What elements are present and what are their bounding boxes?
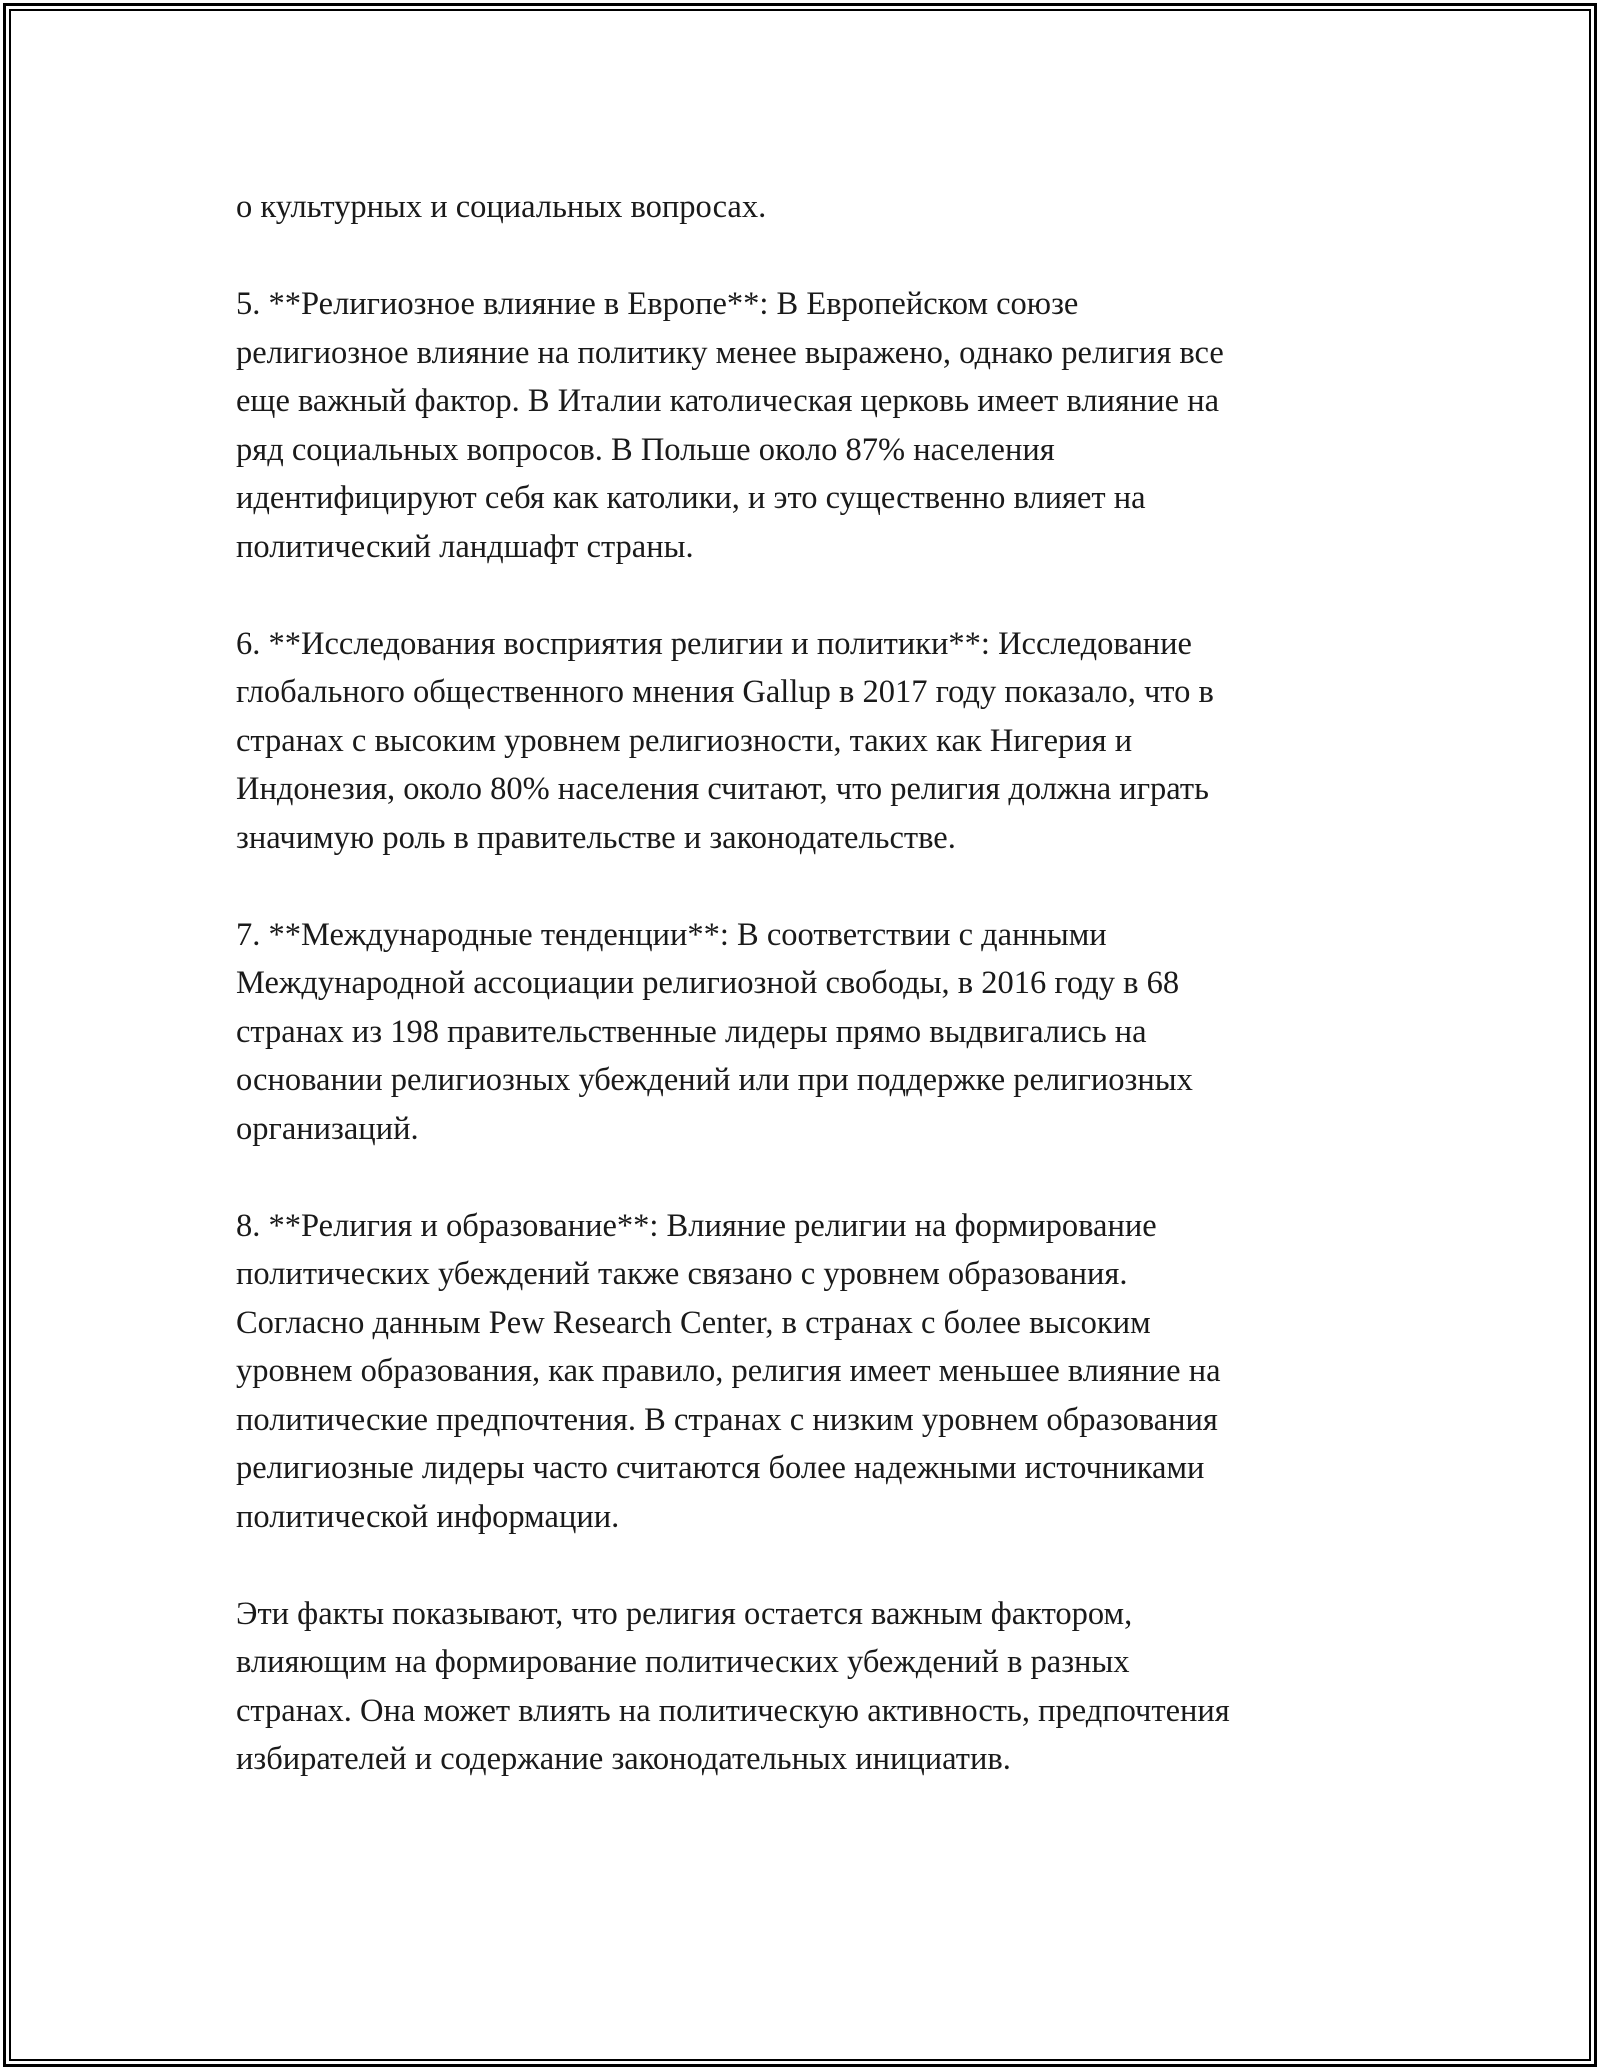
text-line: религиозные лидеры часто считаются более надежными источниками	[236, 1450, 1205, 1486]
paragraph-gap	[236, 571, 1386, 620]
text-line: политический ландшафт страны.	[236, 528, 694, 565]
text-line: Международной ассоциации религиозной свободы, в 2016 году в 68	[236, 965, 1180, 1001]
text-line: влияющим на формирование политических убеждений в разных	[236, 1644, 1130, 1680]
text-line: о культурных и социальных вопросах.	[236, 189, 767, 225]
paragraph-gap	[236, 1541, 1386, 1590]
paragraph-religious-influence-europe	[236, 280, 1386, 571]
text-line: политических убеждений также связано с уровнем образования.	[236, 1256, 1128, 1292]
text-line: Согласно данным Pew Research Center, в странах с более высоким	[236, 1304, 1151, 1341]
paragraph-gap	[236, 862, 1386, 911]
paragraph-gap	[236, 1153, 1386, 1202]
paragraph-conclusion	[236, 1590, 1386, 1784]
paragraph-perception-research	[236, 620, 1386, 863]
text-line: 5. **Религиозное влияние в Европе**: В Европейском союзе	[236, 286, 1079, 322]
text-line: политической информации.	[236, 1498, 620, 1535]
intro-paragraph	[236, 183, 1386, 232]
text-line: 6. **Исследования восприятия религии и политики**: Исследование	[236, 625, 1192, 662]
paragraph-international-trends	[236, 911, 1386, 1154]
paragraph-religion-education	[236, 1202, 1386, 1542]
text-line: 8. **Религия и образование**: Влияние религии на формирование	[236, 1207, 1157, 1244]
text-line: Эти факты показывают, что религия остается важным фактором,	[236, 1595, 1133, 1632]
text-line: избирателей и содержание законодательных инициатив.	[236, 1741, 1011, 1777]
text-line: политические предпочтения. В странах с низким уровнем образования	[236, 1401, 1218, 1438]
text-line: Индонезия, около 80% населения считают, что религия должна играть	[236, 771, 1209, 807]
text-line: ряд социальных вопросов. В Польше около 87% населения	[236, 431, 1055, 468]
text-line: странах с высоким уровнем религиозности, таких как Нигерия и	[236, 722, 1133, 759]
text-line: странах. Она может влиять на политическую активность, предпочтения	[236, 1692, 1230, 1729]
text-line: религиозное влияние на политику менее выражено, однако религия все	[236, 334, 1224, 371]
text-line: 7. **Международные тенденции**: В соответствии с данными	[236, 916, 1107, 953]
text-line: организаций.	[236, 1110, 419, 1147]
text-line: глобального общественного мнения Gallup в 2017 году показало, что в	[236, 674, 1214, 710]
text-line: еще важный фактор. В Италии католическая церковь имеет влияние на	[236, 383, 1220, 419]
text-line: странах из 198 правительственные лидеры прямо выдвигались на	[236, 1013, 1147, 1050]
text-line: основании религиозных убеждений или при поддержке религиозных	[236, 1062, 1193, 1098]
document-body	[236, 183, 1386, 1784]
text-line: идентифицируют себя как католики, и это существенно влияет на	[236, 480, 1146, 516]
text-line: значимую роль в правительстве и законодательстве.	[236, 819, 956, 856]
text-line: уровнем образования, как правило, религия имеет меньшее влияние на	[236, 1353, 1221, 1389]
paragraph-gap	[236, 232, 1386, 281]
